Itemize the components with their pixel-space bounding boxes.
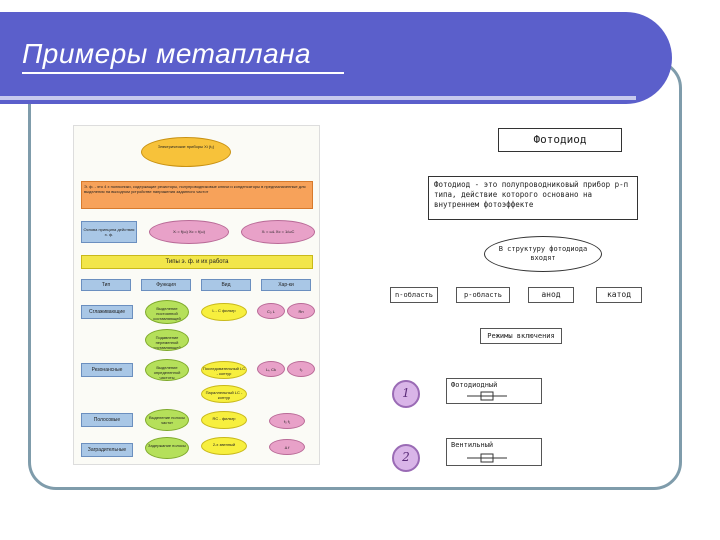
char-cell-1: C₀ L	[257, 303, 285, 319]
char-cell-3: Lₖ Ck	[257, 361, 285, 377]
row-band: Полосовые	[81, 413, 133, 427]
column-type: Тип	[81, 279, 131, 291]
title-underline	[22, 72, 344, 74]
mode1-label: Фотодиодный	[451, 381, 498, 389]
column-function: Функция	[141, 279, 191, 291]
row-notch: Заградительные	[81, 443, 133, 457]
mode2-circle	[392, 444, 420, 472]
structure-cloud: В структуру фотодиода входят	[484, 236, 602, 272]
formula-ellipse-right: Xₗ = ωL Xc = 1/ωC	[241, 220, 315, 244]
char-cell-2: Rн	[287, 303, 315, 319]
photodiode-definition-box: Фотодиод - это полупроводниковый прибор р-п типа, действие которого основано на внутреннем фотоэффекте	[428, 176, 638, 220]
part-cathode: катод	[596, 287, 642, 303]
column-characteristics: Хар-ки	[261, 279, 311, 291]
kind-cell-1: L - С фильтр	[201, 303, 247, 321]
kind-cell-4: RC - фильтр	[201, 411, 247, 429]
mode2-number: 2	[402, 450, 410, 464]
function-cell-5: Задержание полосы	[145, 437, 189, 459]
types-title: Типы э. ф. и их работа	[81, 255, 313, 269]
formula-ellipse-left: Xₗ = f(ω) Xc = f(ω)	[149, 220, 229, 244]
kind-cell-2: Последовательный LC - контур	[201, 361, 247, 379]
function-cell-2: Подавление переменной составляющей	[145, 329, 189, 351]
definition-box: Э. ф. - это 4 х полюсники, содержащие резисторы, полупроводниковые ключи и конденсаторы в предназначенные для выделения на выходном устройстве напряжения заданного частот	[81, 181, 313, 209]
function-cell-3: Выделение определенной частоты	[145, 359, 189, 381]
part-p-region: p-область	[456, 287, 510, 303]
slide-title: Примеры метаплана	[22, 38, 312, 69]
photodiode-gate-symbol-icon	[467, 453, 507, 463]
char-cell-5: f₀ f₁	[269, 413, 305, 429]
mode1-circle	[392, 380, 420, 408]
cloud-electric-devices: Электрические приборы Хі (t₀)	[141, 137, 231, 167]
char-cell-4: f₀	[287, 361, 315, 377]
metaplan-filters	[73, 125, 320, 465]
mode1-box	[446, 378, 542, 404]
photodiode-symbol-icon	[467, 391, 507, 401]
mode2-box	[446, 438, 542, 466]
kind-cell-3: Параллельный LC - контур	[201, 385, 247, 403]
part-n-region: n-область	[390, 287, 438, 303]
modes-box: Режимы включения	[480, 328, 562, 344]
part-anode: анод	[528, 287, 574, 303]
mode2-label: Вентильный	[451, 441, 494, 449]
function-cell-1: Выделение постоянной составляющей	[145, 300, 189, 324]
row-smoothing: Сглаживающие	[81, 305, 133, 319]
row-resonant: Резонансные	[81, 363, 133, 377]
mode1-number: 1	[402, 386, 410, 400]
function-cell-4: Выделение полосы частот	[145, 409, 189, 431]
basic-principle-box: Основа принципа действия э. ф.	[81, 221, 137, 243]
column-kind: Вид	[201, 279, 251, 291]
header-divider	[0, 96, 636, 100]
char-cell-6: Δ f	[269, 439, 305, 455]
kind-cell-5: 2-x звенный	[201, 437, 247, 455]
photodiode-title-box: Фотодиод	[498, 128, 622, 152]
